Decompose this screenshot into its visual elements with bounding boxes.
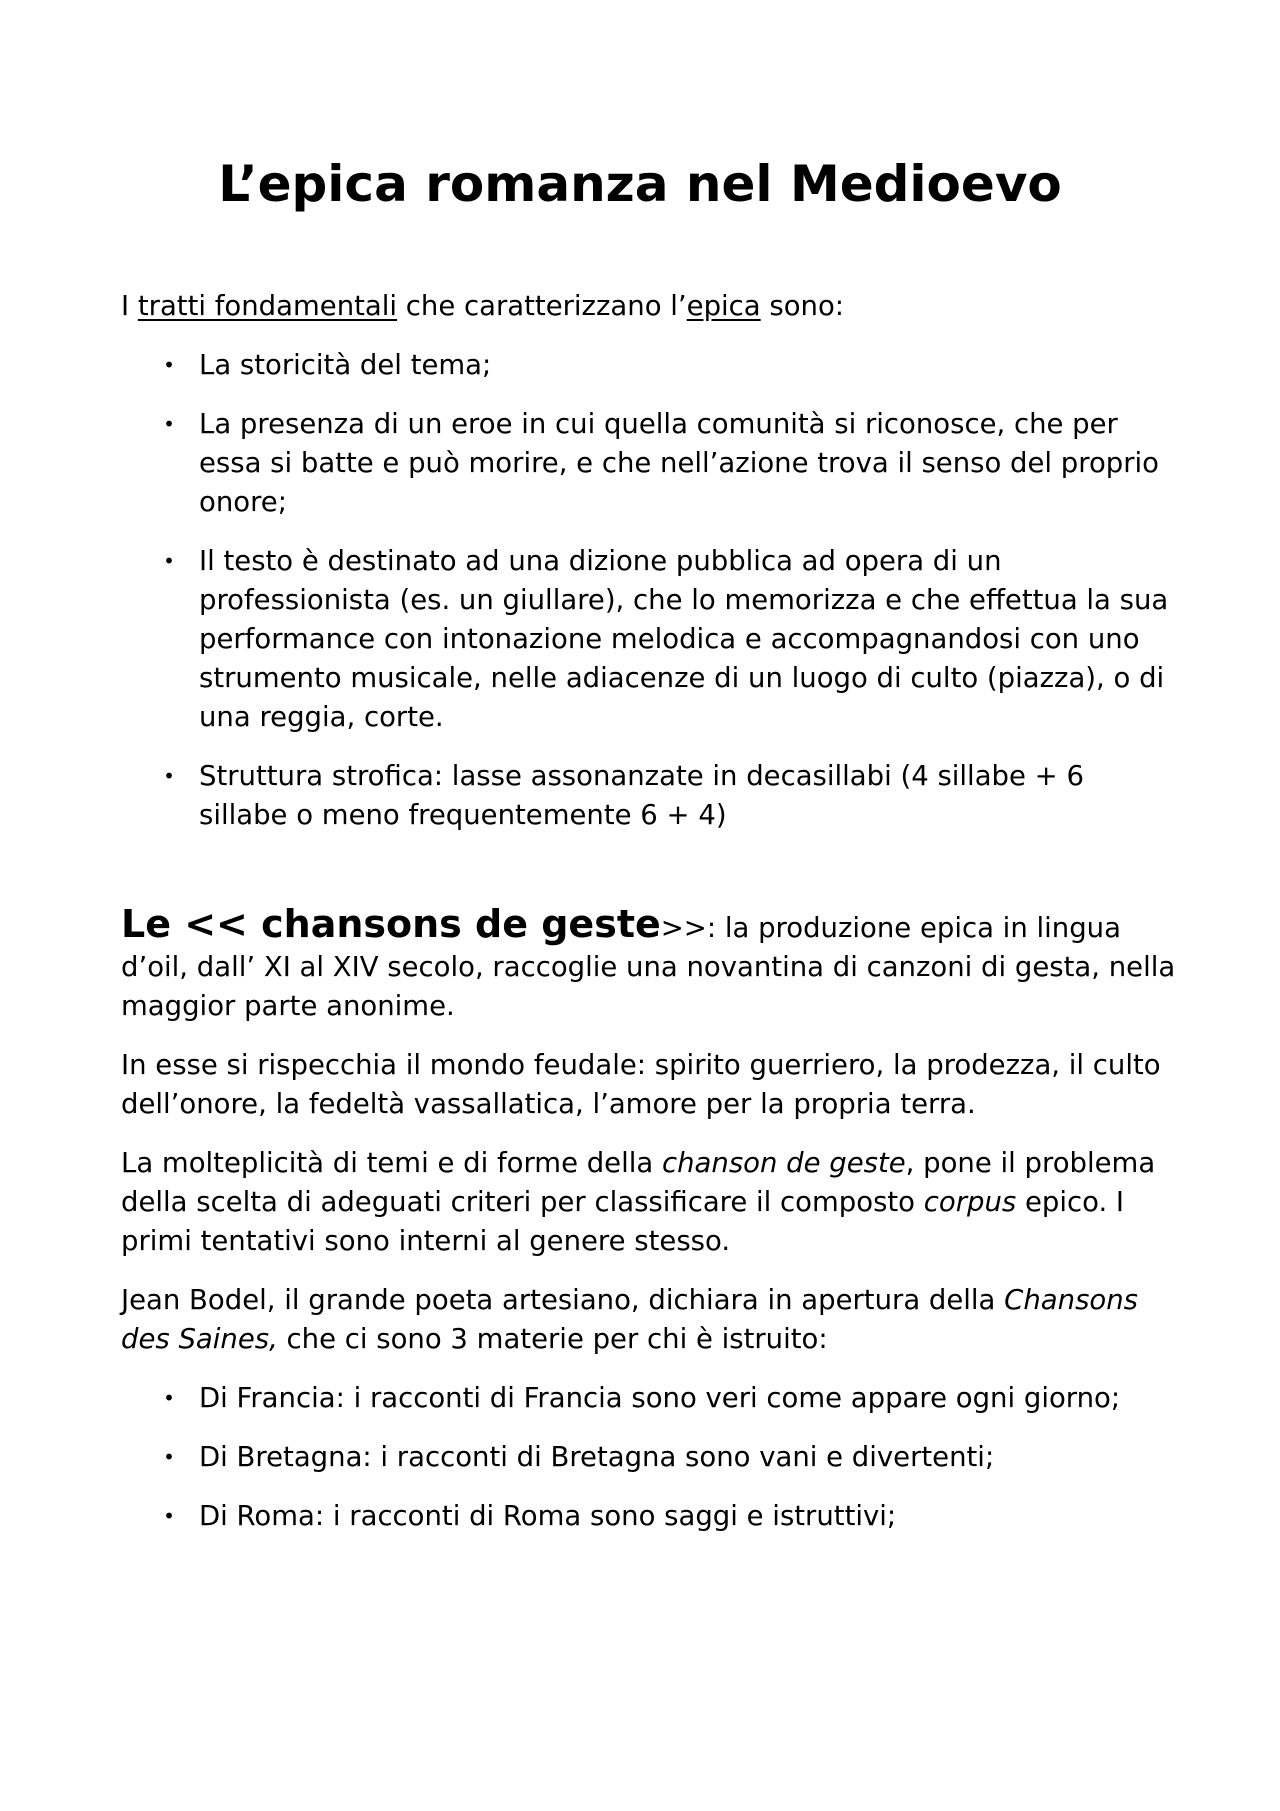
page-title: L’epica romanza nel Medioevo xyxy=(218,155,1062,213)
list-item-text: Di Francia: i racconti di Francia sono veri come appare ogni giorno; xyxy=(199,1382,1121,1414)
list-item-text: Di Roma: i racconti di Roma sono saggi e istruttivi; xyxy=(199,1500,897,1532)
section-gap xyxy=(121,855,1181,905)
list-item xyxy=(121,757,1181,835)
list-item xyxy=(121,346,1181,385)
list-item xyxy=(121,1497,1181,1536)
bullet-icon: • xyxy=(163,412,175,436)
intro-suffix: sono: xyxy=(760,290,845,322)
bodel-text-a: Jean Bodel, il grande poeta artesiano, dichiara in apertura della xyxy=(121,1284,1005,1316)
bodel-paragraph xyxy=(121,1281,1181,1359)
bullet-icon: • xyxy=(163,1504,175,1528)
multiplicity-text-c: epico. I primi tentativi sono interni al genere stesso. xyxy=(121,1186,1125,1257)
list-item-text: La presenza di un eroe in cui quella comunità si riconosce, che per essa si batte e può morire, e che nell’azione trova il senso del proprio onore; xyxy=(199,408,1160,518)
bullet-icon: • xyxy=(163,549,175,573)
intro-mid: che caratterizzano l’ xyxy=(397,290,687,322)
list-item-text: Struttura strofica: lasse assonanzate in decasillabi (4 sillabe + 6 sillabe o meno frequentemente 6 + 4) xyxy=(199,760,1084,831)
section-heading: Le << chansons de geste xyxy=(121,902,661,946)
list-item xyxy=(121,1438,1181,1477)
list-item xyxy=(121,1379,1181,1418)
chansons-paragraph xyxy=(121,902,1181,1026)
bullet-icon: • xyxy=(163,353,175,377)
multiplicity-text-a: La molteplicità di temi e di forme della xyxy=(121,1147,662,1179)
multiplicity-paragraph xyxy=(121,1144,1181,1261)
underlined-term-epica: epica xyxy=(686,290,761,322)
intro-prefix: I xyxy=(121,290,138,322)
italic-chanson-de-geste: chanson de geste xyxy=(661,1147,906,1179)
italic-corpus: corpus xyxy=(923,1186,1017,1218)
bullet-icon: • xyxy=(163,1445,175,1469)
matters-list xyxy=(121,1379,1181,1536)
list-item-text: La storicità del tema; xyxy=(199,349,492,381)
list-item xyxy=(121,405,1181,522)
italic-chansons-des-saines: Chansons des Saines, xyxy=(121,1284,1138,1355)
intro-paragraph xyxy=(121,287,1181,326)
features-list xyxy=(121,346,1181,835)
list-item xyxy=(121,542,1181,737)
bodel-text-b: che ci sono 3 materie per chi è istruito: xyxy=(277,1323,828,1355)
multiplicity-text-b: , pone il problema della scelta di adeguati criteri per classificare il composto xyxy=(121,1147,1156,1218)
list-item-text: Di Bretagna: i racconti di Bretagna sono vani e divertenti; xyxy=(199,1441,995,1473)
underlined-term-tratti: tratti fondamentali xyxy=(137,290,398,322)
bullet-icon: • xyxy=(163,1386,175,1410)
section-intro-text: : la produzione epica in lingua d’oil, dall’ XI al XIV secolo, raccoglie una novantina di canzoni di gesta, nella maggior parte anonime. xyxy=(121,912,1176,1022)
document-body xyxy=(121,287,1181,1556)
list-item-text: Il testo è destinato ad una dizione pubblica ad opera di un professionista (es. un giullare), che lo memorizza e che effettua la sua performance con intonazione melodica e accompagnandosi con uno strumento musicale, nelle adiacenze di un luogo di culto (piazza), o di una reggia, corte. xyxy=(199,545,1169,733)
bullet-icon: • xyxy=(163,764,175,788)
feudal-paragraph: In esse si rispecchia il mondo feudale: spirito guerriero, la prodezza, il culto dell’onore, la fedeltà vassallatica, l’amore per la propria terra. xyxy=(121,1049,1161,1120)
section-heading-tail: >> xyxy=(660,912,707,944)
